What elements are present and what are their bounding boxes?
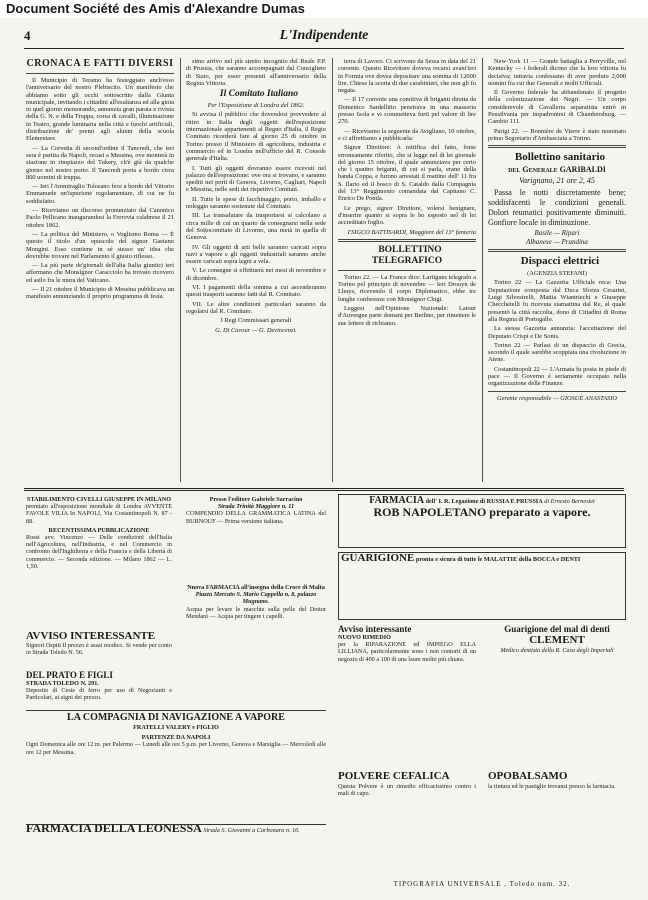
ad-polvere-cefalica <box>338 770 476 874</box>
column-4 <box>488 58 626 482</box>
news-item: Il Governo federale ha abbandonato il progetto della colonizzazione dei Negri. — Un corpo considerevole di Cavalleria separatista entrò in Pensilvania per impadronirsi di Chambersburg. — Cambio 111. <box>488 89 626 126</box>
section-heading: CRONACA E FATTI DIVERSI <box>26 58 174 69</box>
ad-text: Questa Polvere è un rimedio efficacissimo contro i mali di capo. <box>338 783 476 798</box>
ad-headline: ROB NAPOLETANO preparato a vapore. <box>373 505 591 520</box>
article-paragraph: simo arrivo nel più stretto incognito del Reale P.P. di Prussia, che saranno accompagnati dal Consigliere di Stato, per esser presenti all'anniversario della Regina Vittoria. <box>186 58 326 87</box>
ad-title: OPOBALSAMO <box>488 770 568 782</box>
ad-navigazione <box>26 710 326 821</box>
paper-title: L'Indipendente <box>279 28 369 43</box>
ad-text: Acqua per levare le macchie sulla pelle del Dottor Mendani — Acqua per tingere i capelli. <box>186 605 326 620</box>
article-paragraph: Signor Direttore: A rettifica del fatto, forse erroneamente riferito, che si legge nel di lei giornale del giorno 15 ottobre, il quale annunziava per certo che i quattro briganti, di cui si parla, erano della banda Coppa, e furono arrestati il mattino dell' 11 fra S. Ilario ed il bosco di S. Cataldo dalla Compagnia del 13° Reggimento comandata dal Capitano C. Enrico De Ponda. <box>338 144 476 203</box>
article-paragraph: — La Corvetta di second'ordine il Tancredi, che ieri sera è partita da Napoli, recasi a Messina, ove monterà in stazione in rimpiazzo del Tukery, ch'è già da qualche giorno nel nostro porto. Il Tancredi porta a bordo circa 800 uomini di truppa. <box>26 144 174 181</box>
ad-name: CLEMENT <box>529 634 585 646</box>
signature-names: G. Di Cavour — G. Devincenzi. <box>215 326 297 334</box>
dispatch-item: Costantinopoli 22 — L'Armata fu posta in piede di pace — Il Governo è seriamente occupato nella organizzazione delle Finanze. <box>488 365 626 388</box>
ad-text: per la RIPARAZIONE ed IMPIEGO ELLA LILLIANA, particolarmente sono i non contorti di un negozio di 400 a 100 di una laure molto più chiara. <box>338 641 476 663</box>
ad-text: premiato all'esposizione mondiale di Londra AVVENTE FAVOLE VILIA In NAPOLI, Via Costantinopoli N. 87 - 88. <box>26 503 172 525</box>
bulletin-signatures: Basile — Ripari <box>534 228 580 237</box>
article-paragraph: VI. I pagamenti della somma a cui ascenderanno questi trasporti saranno fatti dal R. Comitato. <box>186 284 326 299</box>
article-paragraph: — La più parte de'giornali dell'alta Italia giuntici ieri affermano che Monsignor Caracciolo ha trovato ricovero ed asilo fra le mura del Vaticano. <box>26 262 174 284</box>
ad-subtitle: dell' I. R. Legazione di RUSSIA E PRUSSIA <box>425 498 543 505</box>
ad-text: Deposito di Ceste di ferro per uso di Negozianti e Particolari, ai signi dei prezzo. <box>26 687 172 702</box>
ad-owner: di Ernesto Bernestet <box>544 498 595 505</box>
article-heading: Il Comitato Italiano <box>219 89 299 100</box>
article-paragraph: — Ieri l'Ammiraglio Tolosano fece a bordo del Vittorio Emmanuele un'ispezione regolamentare, di cui ne fu soddisfatto. <box>26 183 174 205</box>
dispatch-heading: Dispacci elettrici <box>520 255 600 268</box>
news-item: Parigi 22. — Bonnière de Vierre è stato nominato primo Segretario d'Ambasciata a Torino. <box>488 127 626 142</box>
bulletin-subheading: del Generale GARIBALDI <box>508 165 606 175</box>
ad-guarigione-denti <box>338 552 626 620</box>
bulletin-date: Varignano, 21 ore 2, 45 <box>519 175 595 185</box>
ad-sarracino <box>186 496 326 580</box>
bulletin-heading: Bollettino sanitario <box>514 151 606 164</box>
telegraph-item: Torino 22. — La France dice: Lartigues telegrafo a Torino pel principio di novembre — Ieri Drouyn de Lhuys, ricevendo il corpo Diplomatico, ebbe tre lunghe conferenze con Monsignor Chigi. <box>338 273 476 303</box>
article-paragraph: IV. Gli oggetti di arti belle saranno caricati sopra navi a vapore e gli oggetti industriali saranno anche essere caricati sopra legni a vela. <box>186 243 326 266</box>
ad-title: LA COMPAGNIA DI NAVIGAZIONE A VAPORE <box>67 712 285 723</box>
signature-label: I Regi Commissari generali <box>220 317 292 325</box>
article-paragraph: Si avvisa il pubblico che dovendosi provvedere al ritiro in Italia degli oggetti dell'esposizione internazionale appartenenti al Regno d'Italia, il Regio Comitato ricorderà fare al giorno 25 di ottobre in Torino presso il Ministero di agricoltura, industria e commercio ed in Londra nell'ufficio del R. Console generale d'Italia. <box>186 111 326 163</box>
ad-title: AVVISO INTERESSANTE <box>26 630 156 642</box>
article-paragraph: — Il 21 ottobre il Municipio di Messina pubblicava un manifesto annunziando il proprio programma di festa. <box>26 286 174 301</box>
ad-subtitle: pronta e sicura di tutte le MALATTIE della BOCCA e DENTI <box>415 556 581 563</box>
ad-text: Signori Ospiti Il prezzo è assai modico. Si vende per conto in Strada Toledo N. 56. <box>26 642 172 657</box>
dispatch-item: Torino 22 — Parlasi di un dispaccio di Grecia, secondo il quale sarebbe scoppiata una rivoluzione in Atene. <box>488 341 626 364</box>
ad-partenze: PARTENZE DA NAPOLI <box>141 734 211 742</box>
dispatch-item: La stessa Gazzetta annunzia: l'accettazione del Deputato Crispi e De Sonis. <box>488 325 626 340</box>
ad-avviso <box>26 630 172 668</box>
masthead-rule <box>24 48 624 49</box>
document-banner: Document Société des Amis d'Alexandre Dumas <box>6 1 305 16</box>
article-paragraph: II. Tutte le spese di facchinaggio, porto, imballo e noleggio saranno sostenute dal Comitato. <box>186 195 326 211</box>
editor-line: Gerente responsabile — GIOSUÈ ANASTASIO <box>497 394 617 402</box>
divider <box>26 73 174 74</box>
masthead <box>24 28 624 44</box>
ad-subtitle: FRATELLI VALERY e FIGLIO <box>133 724 219 731</box>
ad-clement <box>488 624 626 764</box>
column-1 <box>26 58 174 482</box>
ad-title: Guarigione del mal di denti <box>504 624 610 634</box>
article-paragraph: Il Municipio di Teramo ha festeggiato anch'esso l'anniversario del nostro Plebiscito. Un manifesto che abbiamo sotto gli occhi sottoscritto dalla Giunta municipale, invitando i cittadini all'esultanza ed alla gioia in quel giorno memorando, annunzia gran parata e rivista della G. N. e della Truppa, corsa di cavalli, illuminazione in Teatro, grande luminaria nella città e fuochi artificiali, distribuzione de' premi agli alunni della scuola Elementare. <box>26 77 174 143</box>
dispatch-subheading: (AGENZIA STEFANI) <box>527 270 587 278</box>
article-paragraph: V. Le consegne si effettuerà nei mesi di novembre e di dicembre. <box>186 267 326 282</box>
ad-text: la tintura ed le pastiglie trovansi presso la farmacia. <box>488 783 616 790</box>
ad-nuovo-rimedio <box>338 624 476 764</box>
ad-subtitle: Strada S. Giovanni a Carbonara n. 16. <box>203 827 300 834</box>
ad-civelli <box>26 496 172 626</box>
column-2 <box>186 58 326 482</box>
ad-title: Presso l'editore Gabriele Sarracino <box>209 496 303 503</box>
printer-line: TIPOGRAFIA UNIVERSALE , Toledo num. 32. <box>393 880 571 888</box>
article-paragraph: — Riceviamo la seguente da Avigliano, 10 ottobre, e ci affrettiamo a pubblicarla: <box>338 127 476 142</box>
ad-farmacia-russia <box>338 494 626 548</box>
ad-croce-di-malta <box>186 584 326 704</box>
ad-text: Rossi avv. Vincenzo — Delle condizioni dell'Italia nell'Agricoltura, nell'Industria, e nel Commercio in confronto dell'Inghilterra e della Francia e della Libertà di commercio. — Seconda edizione. — Milano 1862 — L. 1,50. <box>26 534 172 570</box>
letter-signature: I'SIGCO BATTISARDI, Maggiore del 13° fanteria <box>347 228 476 236</box>
article-paragraph: VII. Le altre condizioni particolari saranno da regolarsi dal R. Comitato. <box>186 300 326 315</box>
ad-opobalsamo <box>488 770 626 874</box>
article-paragraph: — Il 17 corrente una comitiva di briganti diretta da Domenico Sardellitto penetrava in una masseria presso Isola e vi commetteva furti pel valore di lire 270. <box>338 96 476 126</box>
ad-title: STABILIMENTO CIVELLI GIUSEPPE IN MILANO <box>26 496 172 503</box>
divider <box>488 145 626 148</box>
ad-subtitle: Strada Trinità Maggiore n. 11 <box>217 503 295 511</box>
column-3 <box>338 58 476 482</box>
divider <box>488 391 626 392</box>
ad-farmacia-leonessa <box>26 824 326 875</box>
article-paragraph: terra di Lavoro. Ci scrivono da Sessa in data del 21 corrente. Questo Ricevitore doveva recarsi avant'ieri in Formia ove dovea depositare una somma di 12000 lire. Chiese la scorta di due carabinieri, che non gli fu negata. <box>338 58 476 95</box>
divider <box>338 239 476 242</box>
ad-title: FARMACIA DELLA LEONESSA <box>26 824 202 835</box>
column-rule <box>332 58 333 482</box>
ad-title: POLVERE CEFALICA <box>338 770 450 782</box>
column-rule <box>482 58 483 482</box>
article-paragraph: — La politica del Ministero, o Voglismo Roma — È questo il titolo d'un opuscolo del signor Gaetano Mongini. Esso contiene in sè stesso un' idea che dovrebbe trovare nel Parlamento il giusto riflesso. <box>26 230 174 260</box>
telegraph-heading: BOLLETTINO TELEGRAFICO <box>371 244 443 266</box>
ad-title: Avviso interessante <box>338 624 412 634</box>
ad-title: Nuova FARMACIA all'insegna della Croce di Malta <box>187 584 325 591</box>
telegraph-item: Leggesi nell'Opinione Nazionale: Latour d'Auvergne parte domani per Berlino, per rimettere le sue lettere di richiamo. <box>338 305 476 327</box>
column-rule <box>180 58 181 482</box>
divider <box>338 270 476 271</box>
page-number: 4 <box>24 28 31 43</box>
ad-title: FARMACIA <box>369 495 425 506</box>
ad-text: Ogni Domenica alle ore 12 m. per Palermo — Lunedì alle ore 5 p.m. per Livorno, Genova e Marsiglia — Mercoledì alle ore 12 per Messina. <box>26 741 326 756</box>
ad-title: DEL PRATO E FIGLI <box>26 670 113 680</box>
ad-del-prato <box>26 670 172 704</box>
ad-subtitle: STRADA TOLEDO N. 291. <box>26 680 99 687</box>
bulletin-text: Passa le notti discretamente bene; soddisfacenti le condizioni generali. Dolori reumatici positivamente diminuiti. Gonfiore locale in diminuzione. <box>488 187 626 227</box>
ads-separator <box>24 488 624 491</box>
article-paragraph: Le prego, signor Direttore, volersi benignare, d'inserire quanto si sopra le ho esposto nel di lei accreditato foglio. <box>338 204 476 227</box>
article-paragraph: I. Tutti gli oggetti dovranno essere ricevuti nel palazzo dell'esposizione: ove ora si trovano, e saranno spediti nei porti di Genova, Livorno, Cagliari, Napoli e Messina, nelle sedi dei rispettivi Comitati. <box>186 164 326 194</box>
article-subheading: Per l'Esposizione di Londra del 1862. <box>207 102 305 110</box>
ad-text: Medico dentista della R. Casa degli Imperiali <box>500 647 614 654</box>
newspaper-page <box>0 18 648 900</box>
ad-subtitle: NUOVO RIMEDIO <box>338 634 391 641</box>
article-paragraph: — Riceviamo un discorso pronunziato dal Canonico Paolo Pellicano inaugurandosi la Ferrovia calabrese il 21 ottobre 1862. <box>26 207 174 229</box>
article-paragraph: III. La transalutare da trasportarsi si calcolano a circa mille di cui un quarto da consegnarsi nella sede del Sottocomitato di Livorno, una metà in quella di Genova. <box>186 212 326 242</box>
ad-subtitle: RECENTISSIMA PUBBLICAZIONE <box>48 526 150 534</box>
ad-title: GUARIGIONE <box>341 552 415 564</box>
divider <box>488 249 626 252</box>
news-item: New-York 11 — Grande battaglia a Perryville, nel Kentucky — i federali dicono che la loro vittoria fu decisiva; tuttavia confessano di aver perduto 2,000 uomini fra cui due Generali e molti Ufficiali. <box>488 58 626 87</box>
bulletin-signatures: Albanese — Prandina <box>526 237 588 246</box>
ad-subtitle: Piazza Mercato S. Mario Cappella n. 8, palazzo Mugnano. <box>195 591 317 606</box>
dispatch-item: Torino 22 — La Gazzetta Ufficiale reca: Una Deputazione composta dal Duca Sforza Cesarini, Luigi Silvestrelli, Mattia Wiantriechi e Giuseppe Checchetelli fu ricevuta stamattina dal Re, al quale presentò la città raccolta, dono di Cittadini di Roma alla Regina di Portogallo. <box>488 279 626 323</box>
ad-text: COMPENDIO DELLA GRAMMATICA LATINA del BURNOUF — Prima versione italiana. <box>186 510 326 525</box>
